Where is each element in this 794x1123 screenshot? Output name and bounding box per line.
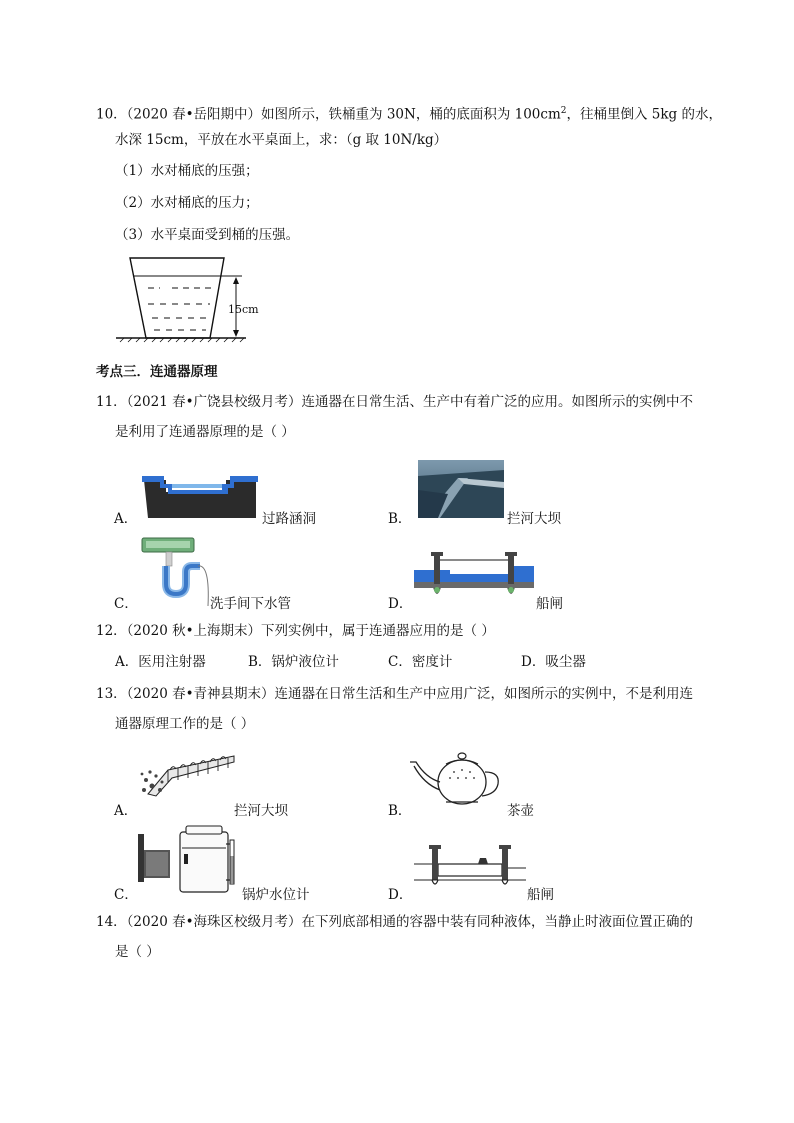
- q12-option-d[interactable]: D．吸尘器: [521, 654, 586, 670]
- teapot-image: [408, 748, 502, 808]
- q10-sub2: （2）水对桶底的压力；: [115, 195, 259, 211]
- bucket-depth-label: 15cm: [228, 303, 259, 316]
- ship-lock-drawing-image: [414, 842, 526, 888]
- q11-line1: 11．（2021 春•广饶县校级月考）连通器在日常生活、生产中有着广泛的应用。如图所示的实例中不: [96, 394, 694, 410]
- q13-option-d-caption: 船闸: [527, 887, 554, 903]
- q13-option-b-caption: 茶壶: [507, 803, 534, 819]
- q12-option-a[interactable]: A．医用注射器: [115, 654, 206, 670]
- q10-sub3: （3）水平桌面受到桶的压强。: [115, 227, 300, 243]
- q12-line1: 12．（2020 秋•上海期末）下列实例中，属于连通器应用的是（ ）: [96, 623, 495, 639]
- sink-drain-image: [140, 536, 212, 608]
- boiler-gauge-image: [132, 826, 242, 894]
- q13-option-c-caption: 锅炉水位计: [242, 887, 310, 903]
- q13-option-b-letter[interactable]: B．: [388, 803, 412, 819]
- q13-option-a-caption: 拦河大坝: [234, 803, 288, 819]
- q11-option-b-letter[interactable]: B．: [388, 511, 412, 527]
- q11-option-c-caption: 洗手间下水管: [210, 596, 291, 612]
- q11-option-a-caption: 过路涵洞: [262, 511, 316, 527]
- q14-line2: 是（ ）: [115, 944, 160, 960]
- q12-option-c[interactable]: C．密度计: [388, 654, 453, 670]
- q10-line1: 10．（2020 春•岳阳期中）如图所示，铁桶重为 30N，桶的底面积为 $100cm^2$，往桶里倒入 5kg 的水，: [96, 106, 722, 123]
- q14-line1: 14．（2020 春•海珠区校级月考）在下列底部相通的容器中装有同种液体，当静止时液面位置正确的: [96, 914, 694, 930]
- q10-line2: 水深 15cm，平放在水平桌面上，求：（g 取 10N/kg）: [115, 132, 448, 148]
- q13-option-c-letter[interactable]: C．: [114, 887, 138, 903]
- section3-heading: 考点三．连通器原理: [96, 364, 218, 380]
- q11-option-b-caption: 拦河大坝: [507, 511, 561, 527]
- q11-option-c-letter[interactable]: C．: [114, 596, 138, 612]
- q13-option-d-letter[interactable]: D．: [388, 887, 413, 903]
- ship-lock-image: [414, 548, 534, 600]
- q12-option-b[interactable]: B．锅炉液位计: [248, 654, 339, 670]
- q11-option-d-caption: 船闸: [536, 596, 563, 612]
- q13-option-a-letter[interactable]: A．: [114, 803, 138, 819]
- q13-line2: 通器原理工作的是（ ）: [115, 716, 255, 732]
- q11-option-d-letter[interactable]: D．: [388, 596, 413, 612]
- culvert-image: [142, 474, 260, 522]
- dam-drawing-image: [138, 750, 236, 798]
- q13-line1: 13．（2020 春•青神县期末）连通器在日常生活和生产中应用广泛，如图所示的实例中，不是利用连: [96, 686, 694, 702]
- bucket-figure: [112, 252, 272, 350]
- dam-image: [418, 460, 504, 518]
- q10-sub1: （1）水对桶底的压强；: [115, 163, 259, 179]
- q11-line2: 是利用了连通器原理的是（ ）: [115, 424, 295, 440]
- q11-option-a-letter[interactable]: A．: [114, 511, 138, 527]
